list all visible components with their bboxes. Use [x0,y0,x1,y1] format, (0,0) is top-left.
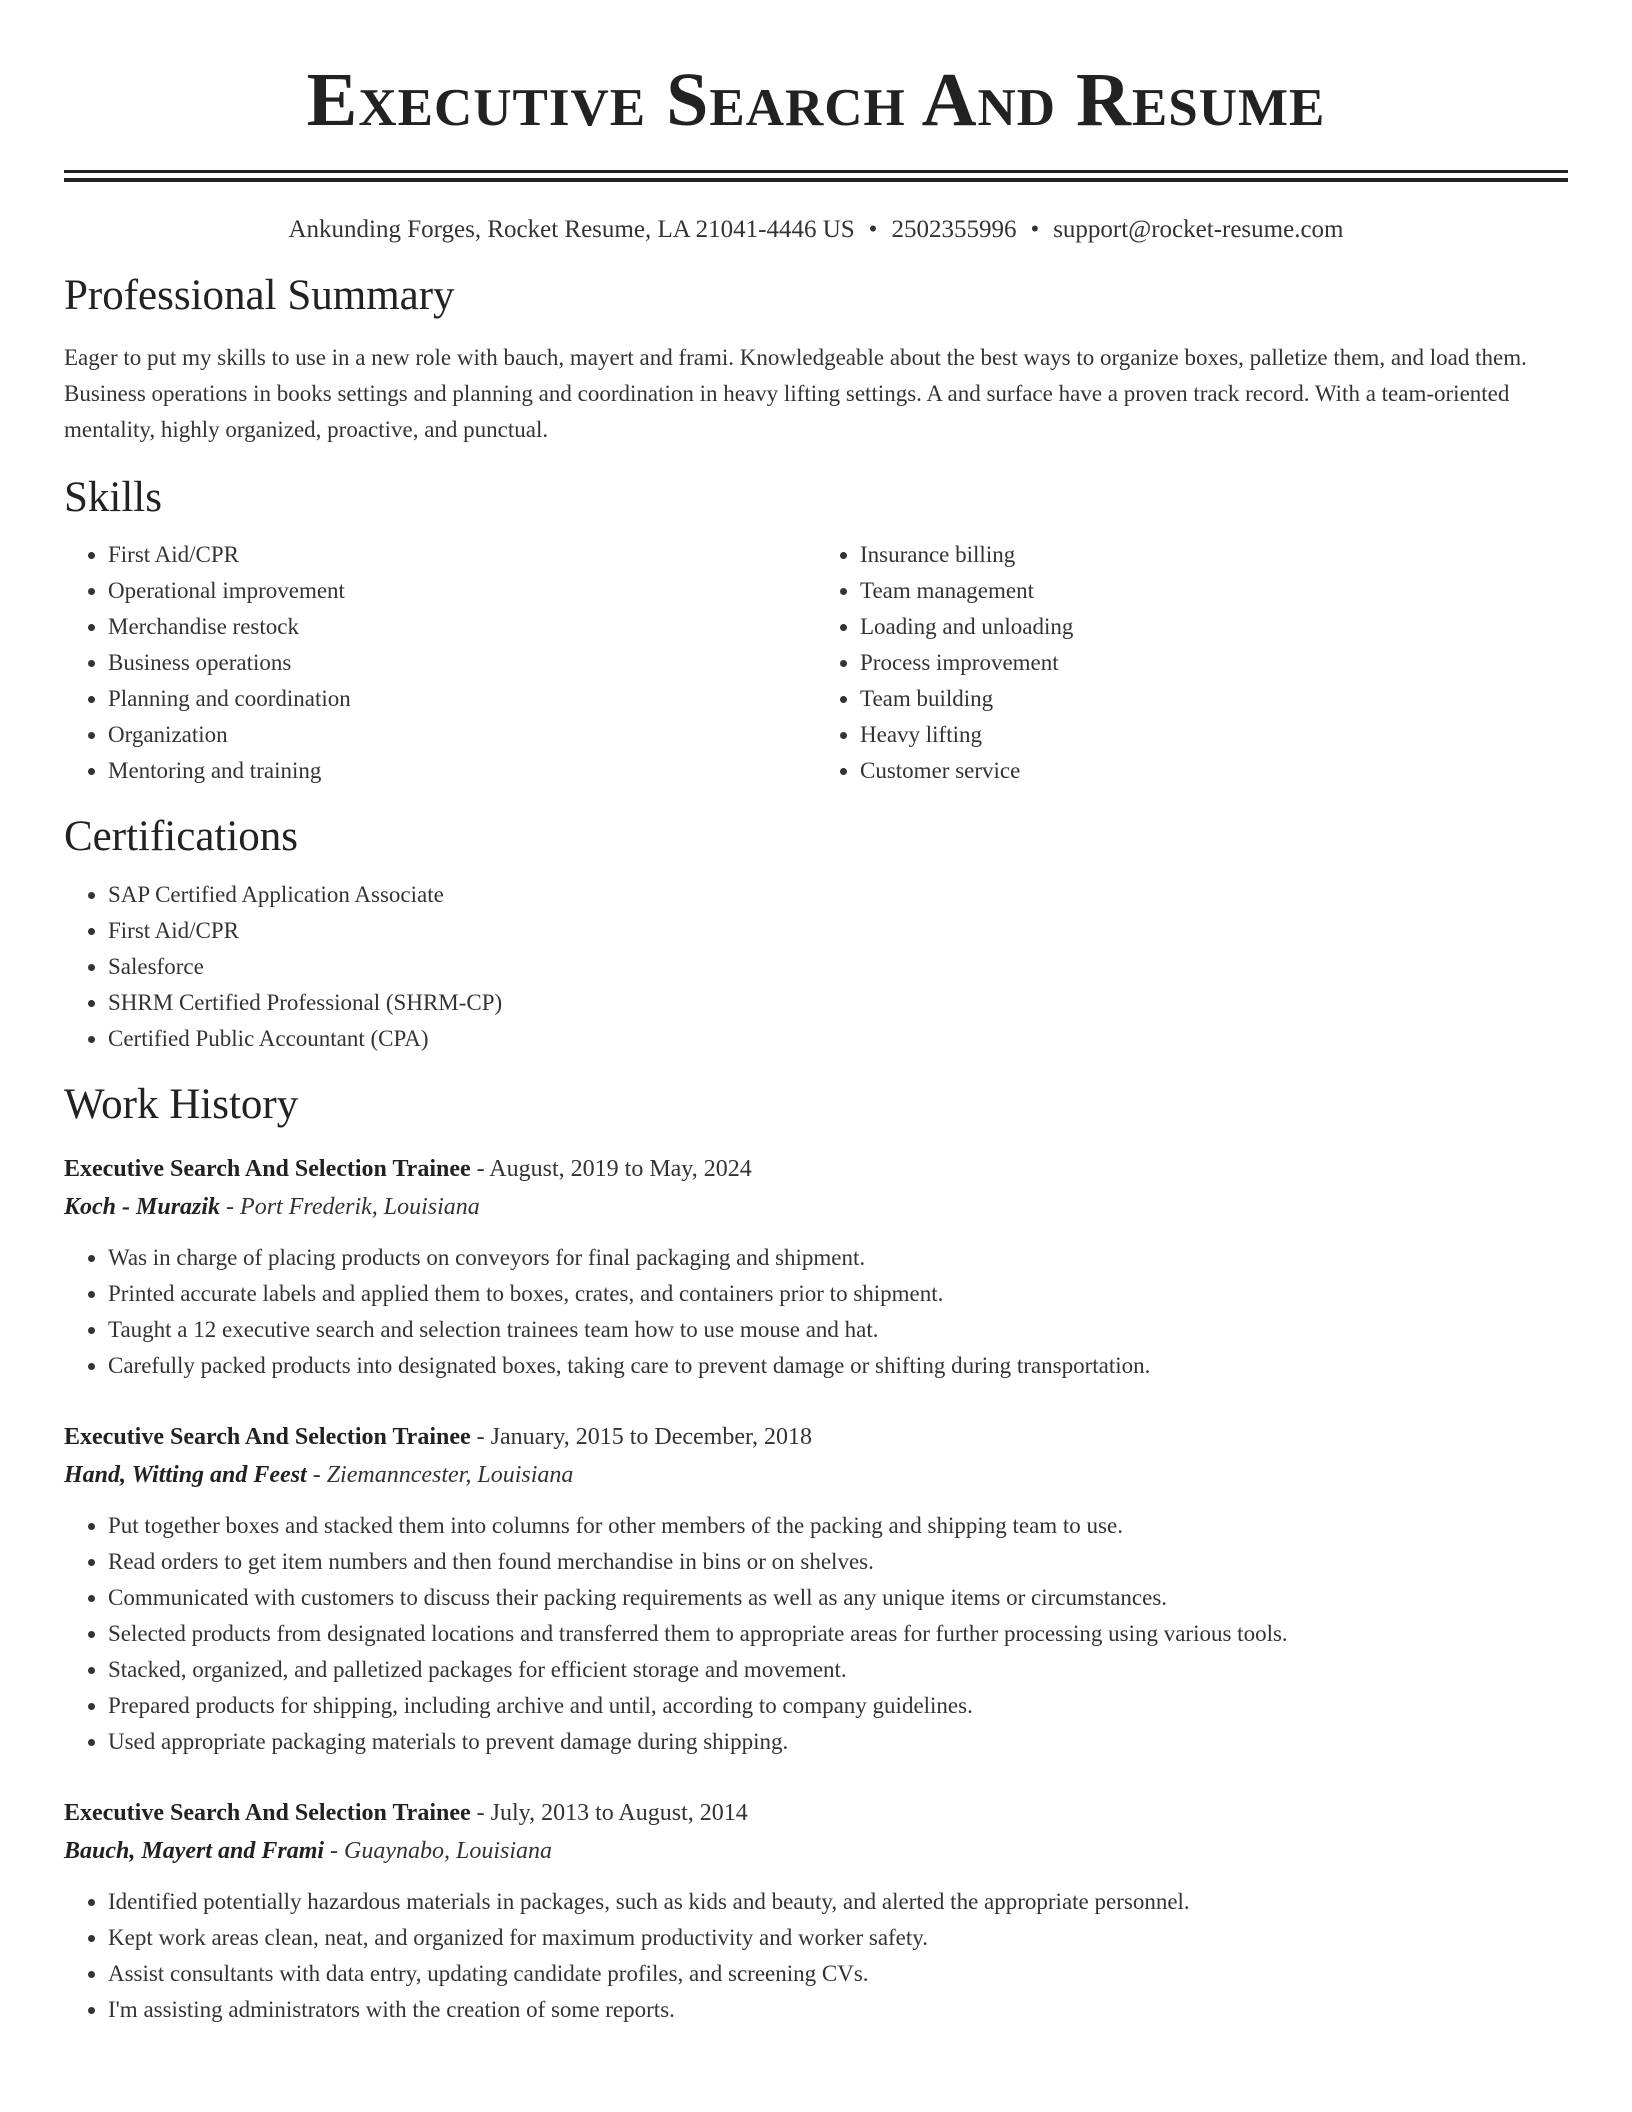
skill-item: • Operational improvement [108,573,816,609]
job-title: Executive Search And Selection Trainee [64,1156,471,1183]
skills-list-right [816,537,1568,789]
job-duty-item: • Read orders to get item numbers and then found merchandise in bins or on shelves. [108,1544,1568,1580]
certification-item: • Certified Public Accountant (CPA) [108,1021,1568,1057]
certifications-heading: Certifications [64,813,299,861]
skills-heading: Skills [64,473,162,521]
job-title-line [64,1150,1568,1188]
job-duties-list [64,1240,1568,1384]
summary-heading: Professional Summary [64,272,455,319]
skill-item: • First Aid/CPR [108,537,816,573]
skill-item: • Team management [860,573,1568,609]
contact-email: support@rocket-resume.com [1053,216,1344,243]
job-duty-item: • Taught a 12 executive search and selection trainees team how to use mouse and hat. [108,1312,1568,1348]
job-duty-item: • Communicated with customers to discuss their packing requirements as well as any unique items or circumstances. [108,1580,1568,1616]
job-duty-item: • Was in charge of placing products on conveyors for final packaging and shipment. [108,1240,1568,1276]
skill-item: • Business operations [108,645,816,681]
job-company-line [64,1832,1568,1870]
skill-item: • Merchandise restock [108,609,816,645]
job-duty-item: • Prepared products for shipping, including archive and until, according to company guidelines. [108,1688,1568,1724]
job-dates: - July, 2013 to August, 2014 [470,1800,748,1827]
job-dates: - August, 2019 to May, 2024 [470,1156,752,1183]
certification-item: • SHRM Certified Professional (SHRM-CP) [108,985,1568,1021]
certification-item: • Salesforce [108,949,1568,985]
skill-item: • Heavy lifting [860,717,1568,753]
job-duty-item: • I'm assisting administrators with the creation of some reports. [108,1992,1568,2028]
skill-item: • Insurance billing [860,537,1568,573]
contact-line [64,216,1568,244]
skill-item: • Organization [108,717,816,753]
job-duty-item: • Kept work areas clean, neat, and organized for maximum productivity and worker safety. [108,1920,1568,1956]
job-duty-item: • Printed accurate labels and applied them to boxes, crates, and containers prior to shipment. [108,1276,1568,1312]
skill-item: • Process improvement [860,645,1568,681]
job-duty-item: • Stacked, organized, and palletized packages for efficient storage and movement. [108,1652,1568,1688]
skill-item: • Team building [860,681,1568,717]
job-title: Executive Search And Selection Trainee [64,1800,471,1827]
job-duty-item: • Selected products from designated locations and transferred them to appropriate areas for further processing using various tools. [108,1616,1568,1652]
work-history-heading: Work History [64,1080,299,1128]
job-company-line [64,1456,1568,1494]
job-duties-list [64,1508,1568,1760]
contact-separator: • [1030,216,1040,243]
skill-item: • Customer service [860,753,1568,789]
job-title-line [64,1418,1568,1456]
job-location: - Guaynabo, Louisiana [324,1838,553,1865]
job-duty-item: • Used appropriate packaging materials to prevent damage during shipping. [108,1724,1568,1760]
contact-address: Ankunding Forges, Rocket Resume, LA 21041-4446 US [288,216,855,243]
contact-separator: • [868,216,878,243]
certification-item: • SAP Certified Application Associate [108,877,1568,913]
job-entry [64,1418,1568,1760]
summary-text: Eager to put my skills to use in a new role with bauch, mayert and frami. Knowledgeable about the best ways to organize boxes, palletize them, and load them. Business operations in books settings and planning and coordination in heavy lifting settings. A and surface have a proven track record. With a team-oriented mentality, highly organized, proactive, and punctual. [64,344,1527,442]
job-title-line [64,1794,1568,1832]
job-title: Executive Search And Selection Trainee [64,1424,471,1451]
job-location: - Ziemanncester, Louisiana [306,1462,574,1489]
skill-item: • Planning and coordination [108,681,816,717]
job-entry [64,1794,1568,2028]
job-duty-item: • Identified potentially hazardous materials in packages, such as kids and beauty, and alerted the appropriate personnel. [108,1884,1568,1920]
job-entry [64,1150,1568,1384]
job-location: - Port Frederik, Louisiana [220,1194,480,1221]
resume-title: Executive Search And Resume [306,58,1326,142]
certifications-list [64,877,1568,1057]
job-duties-list [64,1884,1568,2028]
job-duty-item: • Carefully packed products into designated boxes, taking care to prevent damage or shifting during transportation. [108,1348,1568,1384]
contact-phone: 2502355996 [891,216,1017,243]
job-duty-item: • Put together boxes and stacked them into columns for other members of the packing and shipping team to use. [108,1508,1568,1544]
job-company: Koch - Murazik [64,1194,221,1221]
job-company: Hand, Witting and Feest [64,1462,307,1489]
job-company-line [64,1188,1568,1226]
job-duty-item: • Assist consultants with data entry, updating candidate profiles, and screening CVs. [108,1956,1568,1992]
job-dates: - January, 2015 to December, 2018 [470,1424,813,1451]
skill-item: • Mentoring and training [108,753,816,789]
title-divider [64,170,1568,182]
skills-list-left [64,537,816,789]
job-company: Bauch, Mayert and Frami [64,1838,325,1865]
certification-item: • First Aid/CPR [108,913,1568,949]
skills-columns [64,537,1568,789]
skill-item: • Loading and unloading [860,609,1568,645]
